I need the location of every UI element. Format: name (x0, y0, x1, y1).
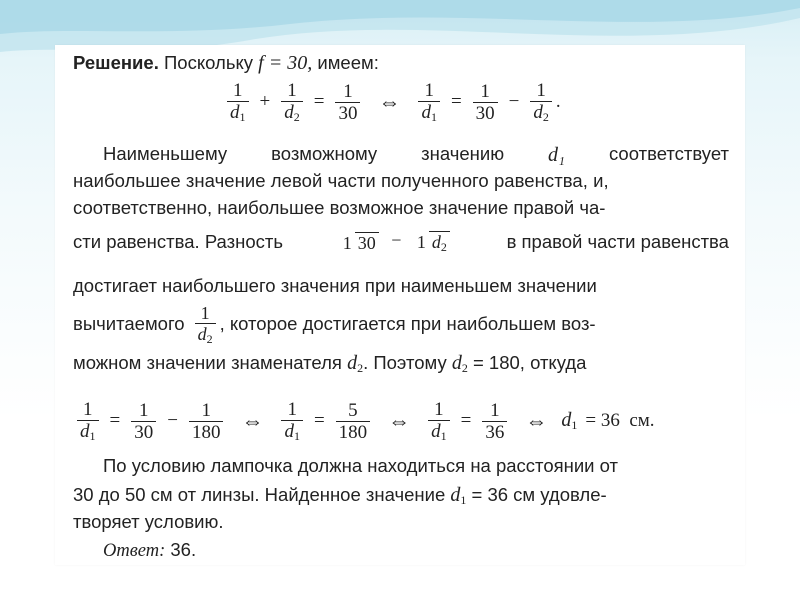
fraction-1-over-d2: $\frac{1}{d_2}$ (530, 81, 552, 123)
intro-text: Поскольку (164, 52, 254, 73)
iff-symbol: ⇔ (525, 408, 548, 433)
iff-symbol: ⇔ (388, 408, 411, 433)
equation-1: $\frac{1}{d_1}$ + $\frac{1}{d_2}$ = $\frac{1}{30}$ ⇔ $\frac{1}{d_1}$ = $\frac{1}{30}$ − $\frac{1}{d_2}$ . (223, 81, 561, 123)
iff-symbol: ⇔ (378, 89, 401, 114)
p1-line-2: наибольшее значение левой части полученного равенства, и, (73, 170, 609, 191)
result-d1: = 36 см. (585, 410, 655, 431)
p1-line-1: Наименьшему возможному значению d₁ соответствует (103, 143, 729, 166)
subtrahend-fraction: $\frac{1}{d_2}$ (191, 304, 220, 345)
iff-symbol: ⇔ (241, 408, 264, 433)
solution-page (55, 45, 745, 565)
p1-line-4: сти равенства. Разность 1 30 − 1 $d_2$ в правой части равенства (73, 230, 729, 254)
fraction-1-over-d2: $\frac{1}{d_2}$ (281, 81, 303, 123)
f-equals: f = 30, (258, 52, 313, 74)
answer-value: 36. (170, 539, 197, 560)
p1-line-6: вычитаемого $\frac{1}{d_2}$ , которое достигается при наибольшем воз- (73, 303, 596, 346)
p2-line-2: 30 до 50 см от линзы. Найденное значение $d_1 = 36$ см удовле- (73, 484, 607, 507)
fraction-1-over-d1: $\frac{1}{d_1}$ (418, 81, 440, 123)
fraction-1-over-30: $\frac{1}{30}$ (335, 82, 360, 123)
fraction-1-over-d1: $\frac{1}{d_1}$ (227, 81, 249, 123)
p2-line-1: По условию лампочка должна находиться на расстоянии от (103, 455, 619, 476)
p1-line-3: соответственно, наибольшее возможное значение правой ча- (73, 197, 606, 218)
solution-heading-line (73, 53, 379, 73)
fraction-1-over-30: $\frac{1}{30}$ (473, 82, 498, 123)
intro-end: имеем: (317, 52, 379, 73)
difference-fraction: 1 30 − 1 $d_2$ (336, 231, 454, 253)
p1-line-7: можном значении знаменателя $d_2$. Поэтому $d_2 = 180$, откуда (73, 352, 587, 375)
solution-label: Решение. (73, 52, 159, 73)
equation-2: $\frac{1}{d_1}$ = $\frac{1}{30}$ − $\frac{1}{180}$ ⇔ $\frac{1}{d_1}$ = $\frac{5}{180}$ ⇔ $\frac{1}{d_1}$ = $\frac{1}{36}$ ⇔ $d_1$ = 36 см. (73, 400, 655, 442)
p1-line-5: достигает наибольшего значения при наименьшем значении (73, 275, 597, 296)
p2-line-3: творяет условию. (73, 511, 224, 532)
answer-line (103, 541, 196, 561)
answer-label: Ответ: (103, 541, 166, 561)
